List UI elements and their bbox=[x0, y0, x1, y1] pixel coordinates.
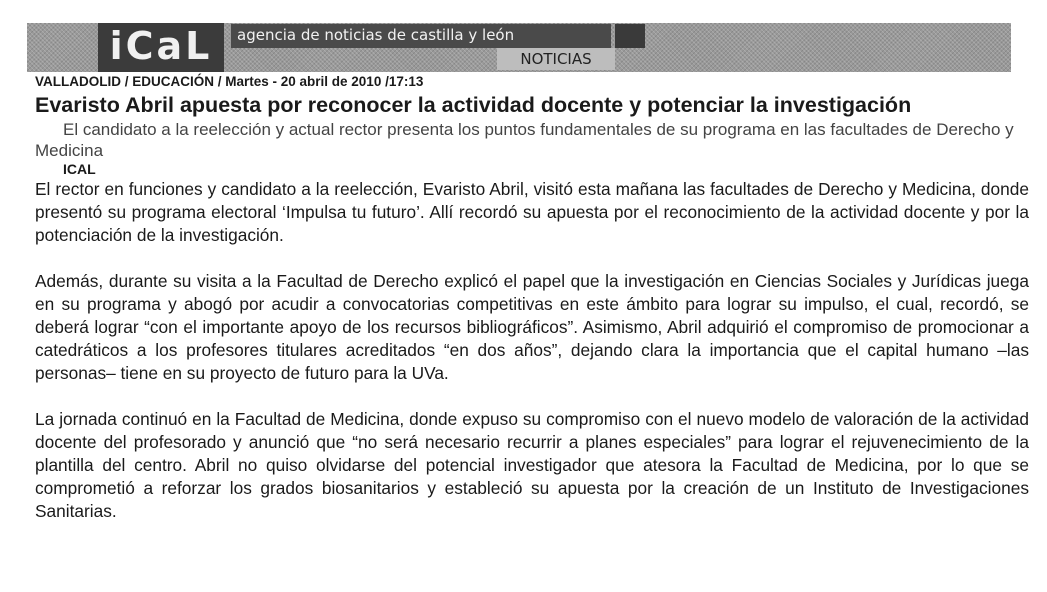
headline: Evaristo Abril apuesta por reconocer la actividad docente y potenciar la investigación bbox=[35, 93, 912, 117]
agency-credit: ICAL bbox=[63, 161, 96, 177]
subtitle: El candidato a la reelección y actual rector presenta los puntos fundamentales de su programa en las facultades de Derecho y Medicina bbox=[35, 120, 1014, 160]
ical-logo: iCaL bbox=[98, 23, 224, 72]
banner-decor-block bbox=[615, 24, 645, 48]
article bbox=[35, 73, 1029, 523]
masthead-banner bbox=[27, 23, 1011, 72]
body-paragraph: El rector en funciones y candidato a la reelección, Evaristo Abril, visitó esta mañana las facultades de Derecho y Medicina, donde presentó su programa electoral ‘Impulsa tu futuro’. Allí recordó su apuesta por el reconocimiento de la actividad docente y por la potenciación de la investigación. bbox=[35, 179, 1029, 245]
agency-name: agencia de noticias de castilla y león bbox=[231, 24, 611, 48]
body-paragraph: La jornada continuó en la Facultad de Medicina, donde expuso su compromiso con el nuevo modelo de valoración de la actividad docente del profesorado y anunció que “no será necesario recurrir a planes especiales” para lograr el rejuvenecimiento de la plantilla del centro. Abril no quiso olvidarse del potencial investigador que atesora la Facultad de Medicina, por lo que se comprometió a reforzar los grados biosanitarios y estableció su apuesta por la creación de un Instituto de Investigaciones Sanitarias. bbox=[35, 409, 1029, 521]
dateline: VALLADOLID / EDUCACIÓN / Martes - 20 abril de 2010 /17:13 bbox=[35, 74, 424, 89]
body-paragraph: Además, durante su visita a la Facultad de Derecho explicó el papel que la investigación en Ciencias Sociales y Jurídicas juega en su programa y abogó por acudir a convocatorias competitivas en este ámbito para lograr su impulso, el cual, recordó, se deberá lograr “con el importante apoyo de los recursos bibliográficos”. Asimismo, Abril adquirió el compromiso de promocionar a catedráticos a los profesores titulares acreditados “en dos años”, dejando clara la importancia que el capital humano –las personas– tiene en su proyecto de futuro para la UVa. bbox=[35, 271, 1029, 383]
section-label: NOTICIAS bbox=[497, 48, 615, 70]
